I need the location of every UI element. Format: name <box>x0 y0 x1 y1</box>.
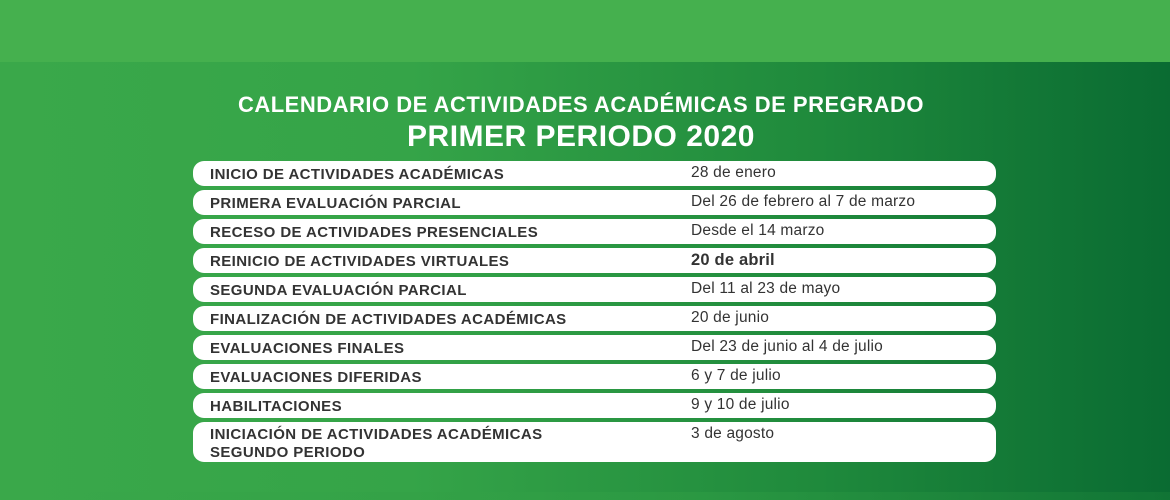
schedule-row <box>193 190 996 215</box>
activity-date: 28 de enero <box>691 164 776 181</box>
schedule-table <box>193 161 996 466</box>
schedule-row <box>193 219 996 244</box>
activity-date: 6 y 7 de julio <box>691 367 781 384</box>
activity-label: EVALUACIONES DIFERIDAS <box>210 369 422 386</box>
activity-date: Del 26 de febrero al 7 de marzo <box>691 193 916 210</box>
schedule-row <box>193 161 996 186</box>
activity-label: PRIMERA EVALUACIÓN PARCIAL <box>210 195 461 212</box>
schedule-row <box>193 277 996 302</box>
activity-label: FINALIZACIÓN DE ACTIVIDADES ACADÉMICAS <box>210 311 567 328</box>
activity-label: EVALUACIONES FINALES <box>210 340 405 357</box>
schedule-row <box>193 335 996 360</box>
activity-date: Desde el 14 marzo <box>691 222 825 239</box>
activity-date: 3 de agosto <box>691 425 775 442</box>
activity-label: REINICIO DE ACTIVIDADES VIRTUALES <box>210 253 510 270</box>
activity-label: INICIO DE ACTIVIDADES ACADÉMICAS <box>210 166 505 183</box>
activity-label: SEGUNDA EVALUACIÓN PARCIAL <box>210 282 467 299</box>
schedule-row <box>193 393 996 418</box>
activity-label-line1: INICIACIÓN DE ACTIVIDADES ACADÉMICAS <box>210 426 543 443</box>
activity-label-line2: SEGUNDO PERIODO <box>210 444 366 461</box>
activity-date: Del 11 al 23 de mayo <box>691 280 841 297</box>
bottom-band <box>0 492 1170 500</box>
schedule-row <box>193 306 996 331</box>
period-title: PRIMER PERIODO 2020 <box>407 120 755 153</box>
activity-label: HABILITACIONES <box>210 398 342 415</box>
calendar-title: CALENDARIO DE ACTIVIDADES ACADÉMICAS DE PREGRADO <box>237 92 925 117</box>
activity-date: 20 de junio <box>691 309 770 326</box>
activity-label <box>210 426 670 462</box>
top-band <box>0 0 1170 62</box>
activity-label: RECESO DE ACTIVIDADES PRESENCIALES <box>210 224 539 241</box>
schedule-row <box>193 422 996 462</box>
activity-date: 9 y 10 de julio <box>691 396 790 413</box>
schedule-row <box>193 364 996 389</box>
activity-date: 20 de abril <box>691 251 775 269</box>
schedule-row <box>193 248 996 273</box>
activity-date: Del 23 de junio al 4 de julio <box>691 338 883 355</box>
